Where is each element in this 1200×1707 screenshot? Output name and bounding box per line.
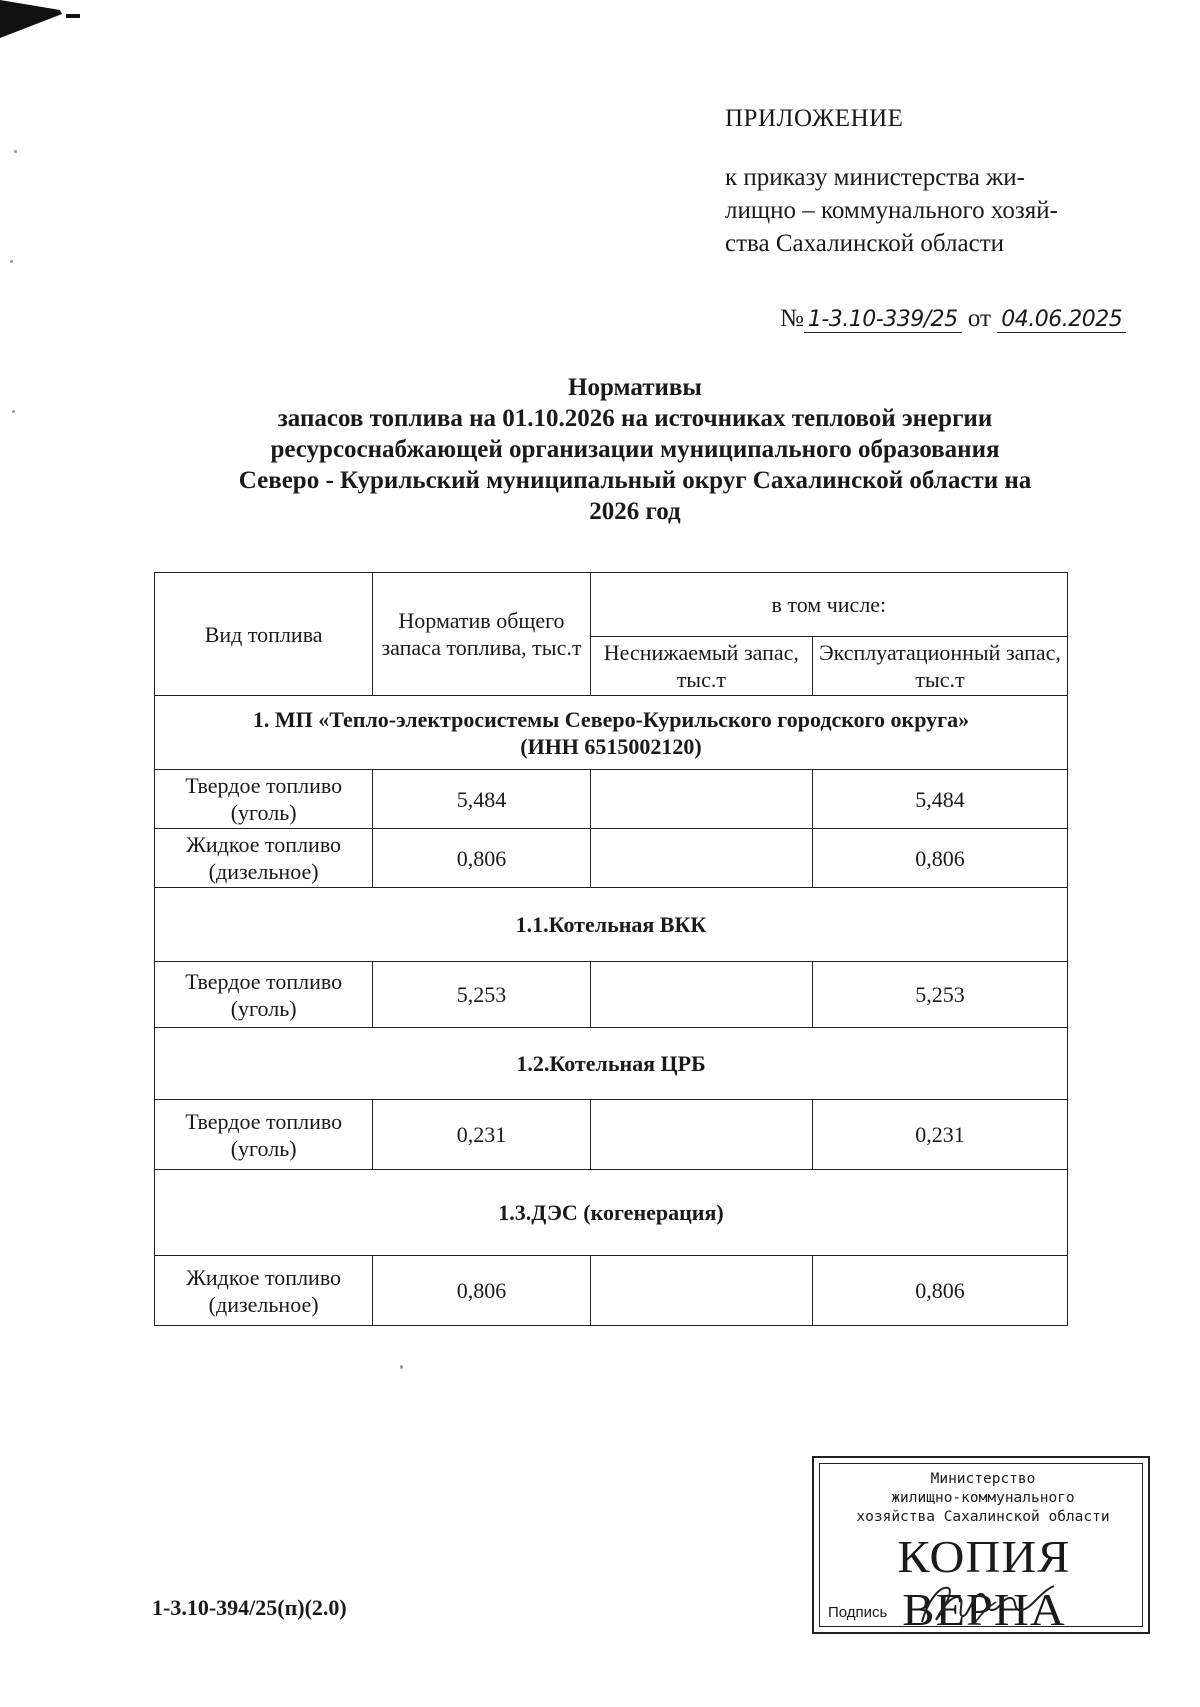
cell-fuel: Жидкое топливо (дизельное) — [155, 829, 373, 888]
table-header-row — [155, 573, 1068, 637]
cell-fuel: Твердое топливо (уголь) — [155, 962, 373, 1028]
document-code: 1-3.10-394/25(п)(2.0) — [152, 1595, 347, 1620]
table-row — [155, 1256, 1068, 1326]
order-number-handwritten: 1-3.10-339/25 — [804, 307, 962, 333]
cell-nonreducible — [590, 962, 812, 1028]
scan-artifact-mark — [0, 0, 90, 40]
cell-total: 0,806 — [373, 829, 590, 888]
document-title — [140, 372, 1130, 527]
cell-total: 5,253 — [373, 962, 590, 1028]
stamp-copy-verified: КОПИЯ ВЕРНА — [897, 1531, 1071, 1635]
title-line: 2026 год — [589, 498, 681, 525]
table-row — [155, 1100, 1068, 1170]
section-title: 1.3.ДЭС (когенерация) — [155, 1170, 1068, 1256]
cell-operational: 5,484 — [812, 770, 1067, 829]
org-inn: (ИНН 6515002120) — [520, 733, 702, 759]
table-row — [155, 829, 1068, 888]
scan-speck — [400, 1365, 403, 1369]
title-line: Северо - Курильский муниципальный округ Сахалинской области на — [238, 467, 1032, 494]
scan-speck — [14, 150, 17, 153]
header-operational: Эксплуатационный запас, тыс.т — [812, 637, 1067, 696]
cell-nonreducible — [590, 1100, 812, 1170]
scan-speck — [10, 260, 13, 263]
scan-speck — [12, 410, 15, 413]
order-number-prefix: № — [780, 305, 804, 332]
cell-total: 0,231 — [373, 1100, 590, 1170]
title-line: ресурсоснабжающей организации муниципального образования — [270, 436, 1000, 463]
title-line: запасов топлива на 01.10.2026 на источниках тепловой энергии — [277, 405, 993, 432]
cell-operational: 0,231 — [812, 1100, 1067, 1170]
stamp-signature-label: Подпись — [828, 1604, 888, 1621]
org-name: 1. МП «Тепло-электросистемы Северо-Курильского городского округа» — [252, 706, 970, 732]
title-line: Нормативы — [568, 374, 702, 401]
section-row — [155, 1028, 1068, 1100]
stamp-organization: Министерство жилищно-коммунального хозяйства Сахалинской области — [856, 1471, 1110, 1525]
section-title: 1.1.Котельная ВКК — [155, 888, 1068, 962]
cell-fuel: Твердое топливо (уголь) — [155, 770, 373, 829]
order-from-label: от — [967, 305, 991, 332]
handwritten-signature — [914, 1580, 1064, 1630]
cell-total: 0,806 — [373, 1256, 590, 1326]
cell-operational: 0,806 — [812, 1256, 1067, 1326]
header-total: Норматив общего запаса топлива, тыс.т — [373, 573, 590, 696]
appendix-title: ПРИЛОЖЕНИЕ — [725, 105, 904, 132]
cell-fuel: Жидкое топливо (дизельное) — [155, 1256, 373, 1326]
table-row — [155, 962, 1068, 1028]
cell-fuel: Твердое топливо (уголь) — [155, 1100, 373, 1170]
cell-nonreducible — [590, 829, 812, 888]
appendix-reference: к приказу министерства жи- лищно – коммунального хозяй- ства Сахалинской области — [725, 164, 1058, 257]
org-cell — [155, 696, 1068, 770]
cell-operational: 5,253 — [812, 962, 1067, 1028]
order-date-handwritten: 04.06.2025 — [997, 307, 1126, 333]
header-nonreducible: Неснижаемый запас, тыс.т — [590, 637, 812, 696]
section-row — [155, 888, 1068, 962]
header-including: в том числе: — [590, 573, 1067, 637]
section-title: 1.2.Котельная ЦРБ — [155, 1028, 1068, 1100]
header-fuel-type: Вид топлива — [155, 573, 373, 696]
org-row — [155, 696, 1068, 770]
cell-nonreducible — [590, 1256, 812, 1326]
cell-nonreducible — [590, 770, 812, 829]
section-row — [155, 1170, 1068, 1256]
cell-total: 5,484 — [373, 770, 590, 829]
appendix-block — [725, 105, 1145, 260]
table-row — [155, 770, 1068, 829]
fuel-norms-table — [154, 572, 1068, 1326]
certification-stamp — [812, 1456, 1150, 1634]
cell-operational: 0,806 — [812, 829, 1067, 888]
order-line — [780, 305, 1126, 333]
